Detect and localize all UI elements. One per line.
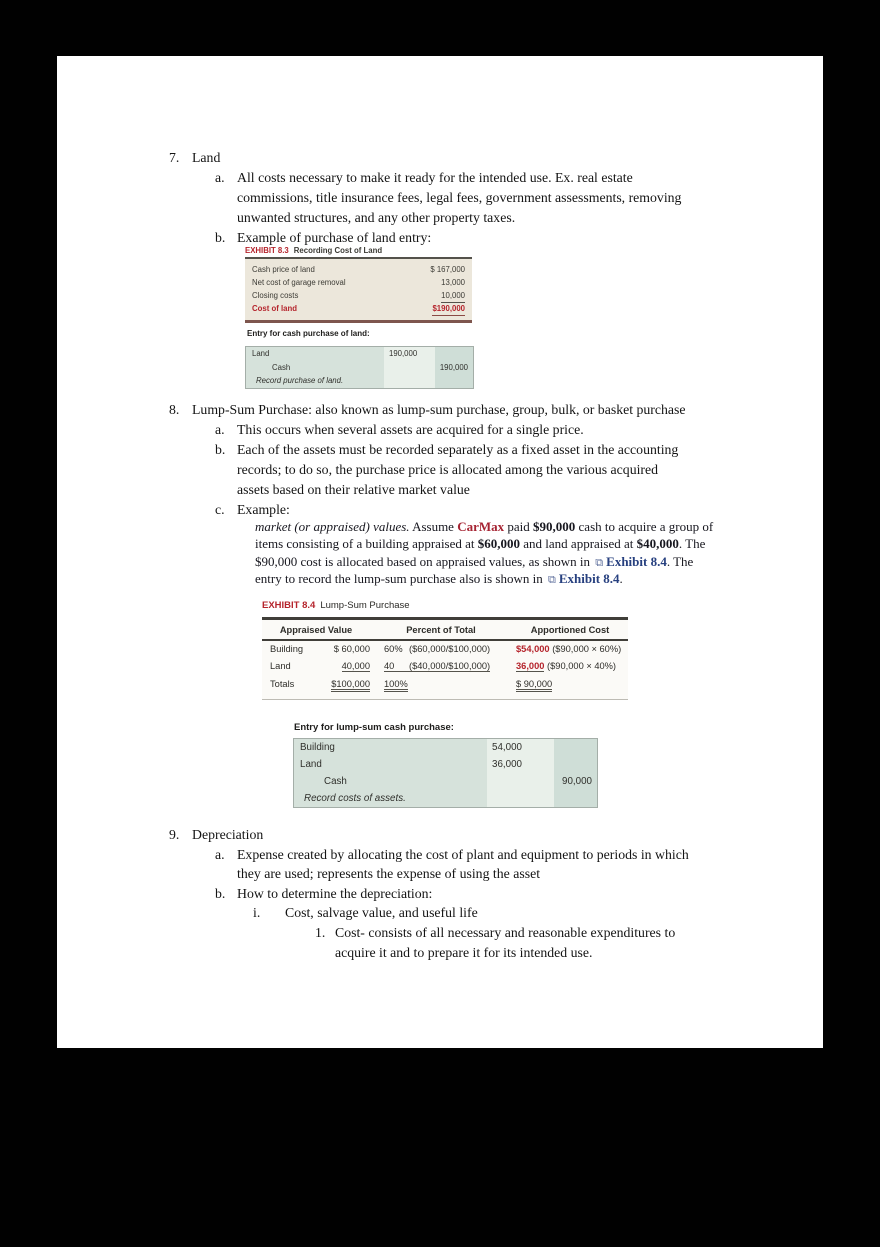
list-marker: c. (215, 502, 225, 517)
list-marker: a. (215, 422, 225, 437)
exhibit-8-4-link[interactable] (593, 554, 667, 569)
list-line (169, 440, 829, 460)
journal-entry-caption: Entry for lump-sum cash purchase: (294, 722, 454, 733)
exhibit-8-4-heading (262, 600, 410, 611)
apportioned-cost: 36,000 ($90,000 × 40%) (516, 661, 617, 671)
excerpt-amount: $40,000 (636, 536, 679, 552)
exhibit-link-icon: ⧉ (595, 555, 604, 569)
appraised-value: $ 60,000 (333, 644, 370, 654)
list-title: Land (192, 150, 221, 165)
exhibit-tag: EXHIBIT 8.4 (262, 600, 316, 611)
percent-of-total: 60% ($60,000/$100,000) (384, 644, 491, 654)
journal-entry-table (293, 738, 598, 808)
entry-note: Record costs of assets. (294, 790, 487, 807)
journal-entry-table (245, 346, 474, 389)
list-line (169, 400, 829, 420)
list-line (169, 500, 829, 520)
debit-cell (487, 790, 554, 807)
list-line (169, 420, 829, 440)
credit-cell: 190,000 (435, 361, 473, 375)
list-line (169, 845, 829, 865)
row-value: $190,000 (432, 303, 465, 316)
exhibit-8-4-table (262, 617, 628, 700)
account-cell: Cash (294, 773, 487, 790)
list-line (169, 168, 829, 188)
list-line (169, 864, 829, 884)
account-cell: Land (294, 756, 487, 773)
list-number: 7. (169, 150, 180, 165)
list-text: assets based on their relative market value (237, 482, 470, 497)
excerpt-text: $90,000 cost is allocated based on appraised values, as shown in (255, 553, 594, 569)
row-label: Cash price of land (252, 265, 315, 274)
list-text: commissions, title insurance fees, legal fees, government assessments, removing (237, 190, 682, 205)
debit-cell: 54,000 (487, 739, 554, 756)
note-item-8 (169, 400, 829, 520)
list-text: they are used; represents the expense of using the asset (237, 866, 541, 882)
list-marker: a. (215, 170, 225, 185)
excerpt-text: and land appraised at (520, 536, 637, 552)
exhibit-8-4-link[interactable] (546, 571, 620, 586)
list-number: 8. (169, 402, 180, 417)
table-row (252, 277, 465, 290)
table-row-total (252, 303, 465, 316)
exhibit-title: Recording Cost of Land (293, 246, 383, 255)
list-marker: b. (215, 885, 226, 901)
exhibit-8-3-heading (245, 246, 382, 255)
percent-of-total: 40 ($40,000/$100,000) (384, 661, 491, 671)
excerpt-line (255, 553, 825, 570)
debit-cell: 36,000 (487, 756, 554, 773)
row-label: Cost of land (252, 304, 298, 313)
list-text: All costs necessary to make it ready for the intended use. Ex. real estate (237, 170, 633, 185)
excerpt-line (255, 535, 825, 552)
credit-cell: 90,000 (554, 773, 597, 790)
account-cell: Building (294, 739, 487, 756)
exhibit-tag: EXHIBIT 8.3 (245, 246, 289, 255)
list-title: Depreciation (192, 827, 264, 842)
debit-cell: 190,000 (384, 347, 435, 361)
row-label: Net cost of garage removal (252, 278, 346, 287)
appraised-value: $100,000 (322, 675, 370, 694)
credit-cell (435, 374, 473, 388)
list-text: records; to do so, the purchase price is allocated among the various acquired (237, 462, 659, 477)
credit-cell (554, 739, 597, 756)
row-name: Building (270, 644, 304, 654)
list-number: 9. (169, 827, 180, 842)
list-marker: b. (215, 442, 226, 457)
list-line (169, 903, 829, 923)
row-name: Land (270, 661, 291, 671)
list-text: This occurs when several assets are acquired for a single price. (237, 422, 584, 437)
appraised-value: 40,000 (341, 661, 370, 671)
list-line (169, 923, 829, 943)
column-header: Percent of Total (370, 620, 512, 641)
list-text: Cost- consists of all necessary and reasonable expenditures to (335, 924, 676, 940)
list-line (169, 148, 829, 168)
entry-note: Record purchase of land. (246, 374, 384, 388)
excerpt-text: paid (504, 519, 534, 534)
apportioned-cost: $ 90,000 (512, 675, 628, 694)
list-text: Example of purchase of land entry: (237, 230, 432, 245)
list-text: How to determine the depreciation: (237, 885, 433, 901)
excerpt-text: . (619, 570, 623, 586)
list-text: Each of the assets must be recorded separately as a fixed asset in the accounting (237, 442, 679, 457)
table-row (252, 264, 465, 277)
exhibit-link-icon: ⧉ (548, 572, 556, 586)
journal-entry-caption: Entry for cash purchase of land: (247, 329, 370, 338)
excerpt-text: entry to record the lump-sum purchase also is shown in (255, 570, 546, 586)
apportioned-cost: $54,000 ($90,000 × 60%) (516, 644, 622, 654)
list-marker: b. (215, 230, 226, 245)
list-marker: 1. (315, 924, 326, 940)
excerpt-text: . The (678, 536, 706, 552)
list-marker: i. (253, 905, 261, 921)
link-label: Exhibit 8.4 (558, 570, 620, 586)
row-name: Totals (270, 679, 295, 689)
textbook-excerpt (255, 518, 825, 587)
excerpt-text: Assume (409, 519, 458, 534)
list-text: Cost, salvage value, and useful life (285, 905, 478, 921)
list-line (169, 943, 829, 963)
percent-of-total: 100% (370, 675, 512, 694)
list-text: Expense created by allocating the cost of plant and equipment to periods in which (237, 846, 689, 862)
list-line (169, 208, 829, 228)
row-value: 10,000 (441, 290, 465, 303)
credit-cell (554, 756, 597, 773)
debit-cell (487, 773, 554, 790)
note-item-9 (169, 825, 829, 962)
row-label: Closing costs (252, 291, 299, 300)
list-line (169, 480, 829, 500)
account-cell: Cash (246, 361, 384, 375)
excerpt-text: market (or appraised) values. (255, 519, 410, 534)
excerpt-amount: $90,000 (533, 519, 576, 534)
list-text: acquire it and to prepare it for its intended use. (335, 944, 593, 960)
credit-cell (554, 790, 597, 807)
excerpt-line (255, 518, 825, 535)
excerpt-text: items consisting of a building appraised at (255, 536, 478, 552)
exhibit-title: Lump-Sum Purchase (320, 600, 410, 611)
debit-cell (384, 374, 435, 388)
list-title: Lump-Sum Purchase: also known as lump-sum purchase, group, bulk, or basket purchase (192, 402, 686, 417)
exhibit-8-3-table (245, 257, 472, 323)
link-label: Exhibit 8.4 (606, 553, 667, 569)
list-line (169, 228, 829, 248)
list-line (169, 884, 829, 904)
document-page (57, 56, 823, 1048)
excerpt-line (255, 570, 825, 587)
column-header: Appraised Value (262, 620, 370, 641)
excerpt-text: cash to acquire a group of (575, 519, 714, 534)
table-row (252, 290, 465, 303)
list-marker: a. (215, 846, 225, 862)
list-line (169, 460, 829, 480)
list-line (169, 825, 829, 845)
note-item-7 (169, 148, 829, 248)
row-value: $ 167,000 (430, 265, 465, 274)
credit-cell (435, 347, 473, 361)
column-header: Apportioned Cost (512, 620, 628, 641)
list-line (169, 188, 829, 208)
row-value: 13,000 (441, 278, 465, 287)
carmax-brand: CarMax (457, 519, 505, 534)
list-text: Example: (237, 502, 290, 517)
excerpt-text: . The (666, 553, 694, 569)
excerpt-amount: $60,000 (477, 536, 521, 552)
account-cell: Land (246, 347, 384, 361)
list-text: unwanted structures, and any other property taxes. (237, 210, 516, 225)
debit-cell (384, 361, 435, 375)
